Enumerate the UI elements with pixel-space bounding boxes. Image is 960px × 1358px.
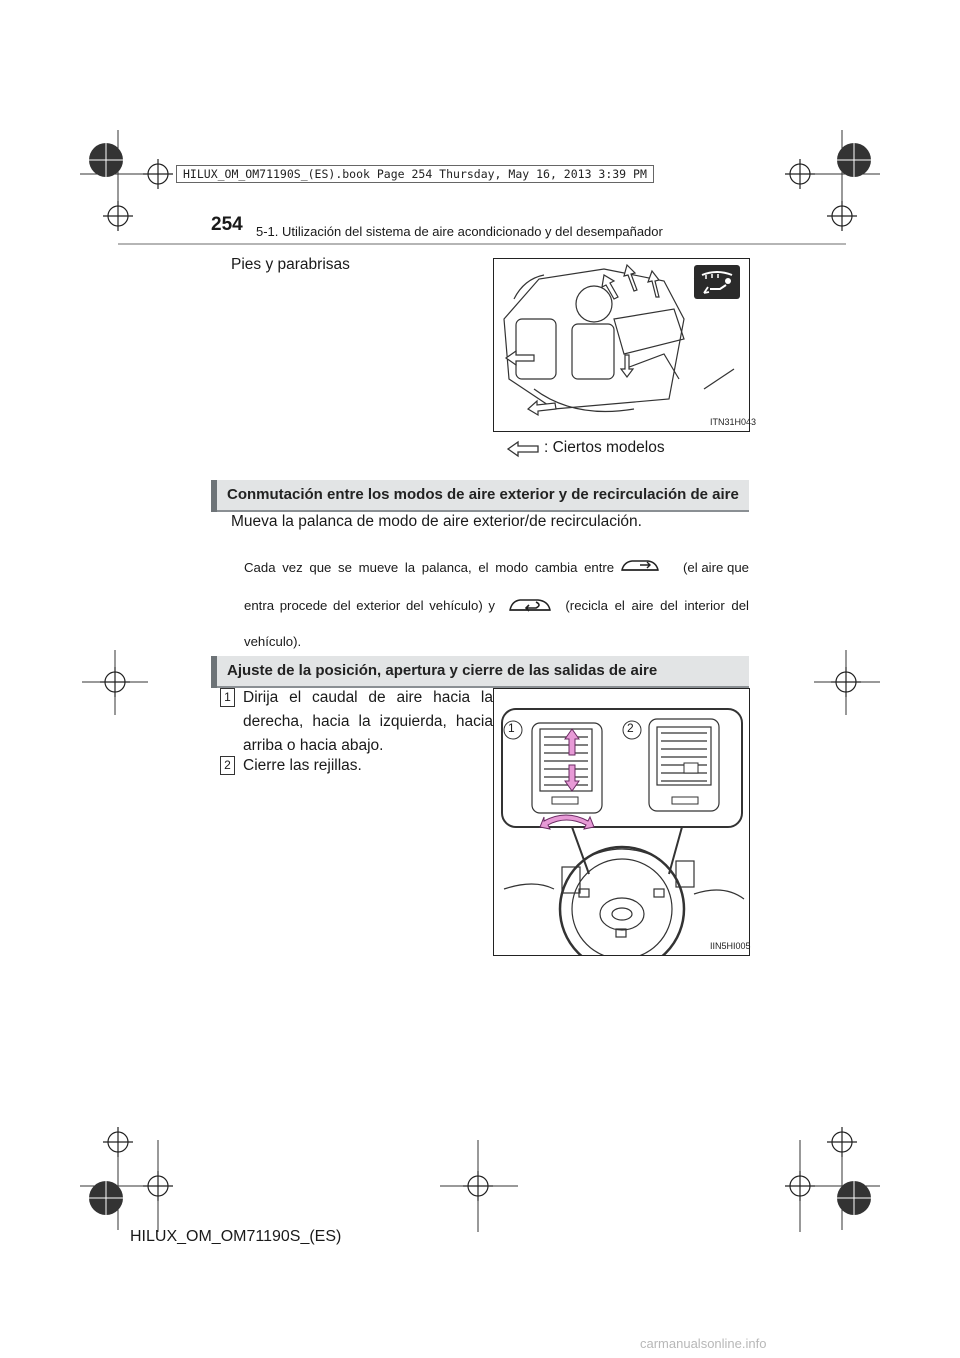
footer-doc-code: HILUX_OM_OM71190S_(ES): [130, 1228, 342, 1245]
step-text: Dirija el caudal de aire hacia la derecha, hacia la izquierda, hacia arriba o hacia abajo.: [243, 689, 493, 754]
section-header-vents: [211, 656, 749, 688]
section-title: Conmutación entre los modos de aire exterior y de recirculación de aire: [227, 486, 739, 503]
running-title: 5-1. Utilización del sistema de aire acondicionado y del desempañador: [256, 224, 663, 239]
step-text: Cierre las rejillas.: [243, 757, 362, 774]
outside-air-mode-icon: [618, 554, 662, 581]
legend-text: : Ciertos modelos: [544, 439, 665, 456]
foot-windshield-mode-icon: [694, 265, 740, 299]
book-stamp: HILUX_OM_OM71190S_(ES).book Page 254 Thursday, May 16, 2013 3:39 PM: [176, 165, 654, 183]
foot-windshield-figure: [493, 258, 757, 432]
recirculation-mode-icon: [506, 592, 554, 621]
figure-code: IIN5HI005: [710, 941, 751, 951]
mode-label: Pies y parabrisas: [231, 256, 350, 273]
recirc-note: Cada vez que se mueve la palanca, el modo cambia entre (el aire que entra procede del exterior del vehículo) y (recicla el aire del interior del vehículo).: [244, 554, 749, 654]
air-vent-figure: [493, 688, 750, 956]
section-title: Ajuste de la posición, apertura y cierre de las salidas de aire: [227, 662, 658, 679]
section-header-recirculation: [211, 480, 749, 512]
note-part-1: Cada vez que se mueve la palanca, el modo cambia entre: [244, 560, 615, 575]
watermark: carmanualsonline.info: [640, 1336, 767, 1351]
figure-code: ITN31H043: [710, 417, 757, 427]
header-divider: [118, 243, 846, 245]
certain-models-arrow-icon: [506, 440, 540, 458]
step-number: 2: [220, 756, 235, 775]
callout-1: 1: [508, 721, 515, 735]
page-number: 254: [211, 214, 243, 235]
dashboard-vent-illustration: [494, 689, 749, 955]
recirc-instruction: Mueva la palanca de modo de aire exterior/de recirculación.: [231, 513, 642, 530]
callout-2: 2: [627, 721, 634, 735]
step-number: 1: [220, 688, 235, 707]
